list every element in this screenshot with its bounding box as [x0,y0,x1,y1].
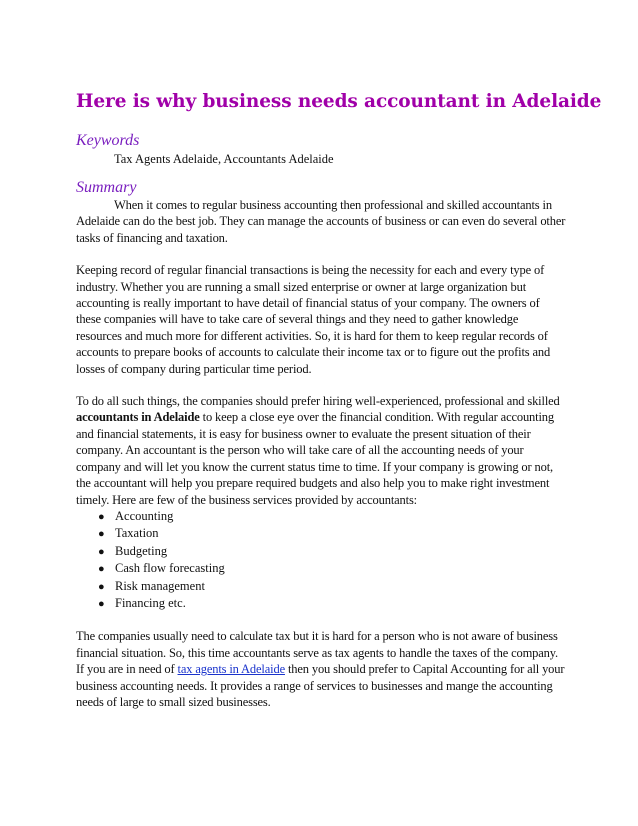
document-page [76,90,602,710]
paragraph-3-text-end: then you should prefer to Capital Accounting for all your business accounting needs. It provides a range of services to businesses and mange the accounting needs of large to small sized businesses. [76,662,565,709]
list-item [98,543,566,560]
list-item [98,578,566,595]
document-title: Here is why business needs accountant in Adelaide [76,91,602,112]
body-paragraph-2 [76,393,566,508]
bullet-icon: ● [98,545,105,558]
paragraph-2-text-start: To do all such things, the companies should prefer hiring well-experienced, professional and skilled [76,394,560,409]
service-label: Financing etc. [115,595,186,610]
paragraph-3-text-start: The companies usually need to calculate tax but it is hard for a person who is not aware of business financial situation. So, this time accountants serve as tax agents to handle the taxes of the company. If you are in need of [76,629,559,677]
service-label: Accounting [115,508,174,523]
bullet-icon: ● [98,528,105,541]
list-item [98,525,566,542]
bullet-icon: ● [98,597,105,610]
services-list [76,508,566,612]
tax-agents-link[interactable]: tax agents in Adelaide [177,662,285,677]
list-item [98,595,566,612]
service-label: Budgeting [115,543,168,558]
summary-heading: Summary [76,179,137,196]
service-label: Risk management [115,578,205,593]
summary-paragraph: When it comes to regular business accounting then professional and skilled accountants in Adelaide can do the best job. They can manage the accounts of business or can even do several other tasks of financing and taxation. [76,198,566,245]
keywords-heading: Keywords [76,132,140,149]
bullet-icon: ● [98,563,105,576]
keywords-text: Tax Agents Adelaide, Accountants Adelaide [114,152,334,166]
paragraph-2-text-end: to keep a close eye over the financial condition. With regular accounting and financial statements, it is easy for business owner to evaluate the present situation of their company. An accountant is the person who will take care of all the accounting needs of your company and will let you know the current status time to time. If your company is growing or not, the accountant will help you prepare required budgets and also help you to make right investment timely. Here are few of the business services provided by accountants: [76,410,555,507]
body-paragraph-3 [76,628,566,710]
bullet-icon: ● [98,580,105,593]
bullet-icon: ● [98,510,105,523]
list-item [98,560,566,577]
accountants-in-adelaide-bold: accountants in Adelaide [76,410,200,425]
service-label: Taxation [115,526,159,541]
list-item [98,508,566,525]
body-paragraph-1: Keeping record of regular financial transactions is being the necessity for each and every type of industry. Whether you are running a small sized enterprise or owner at large organization but accounting is really important to have detail of financial status of your company. The owners of these companies will have to take care of several things and they need to gather knowledge resources and much more for different activities. So, it is hard for them to keep regular records of accounts to prepare books of accounts to calculate their income tax or to figure out the profits and losses of company during particular time period. [76,263,551,376]
service-label: Cash flow forecasting [115,561,225,576]
